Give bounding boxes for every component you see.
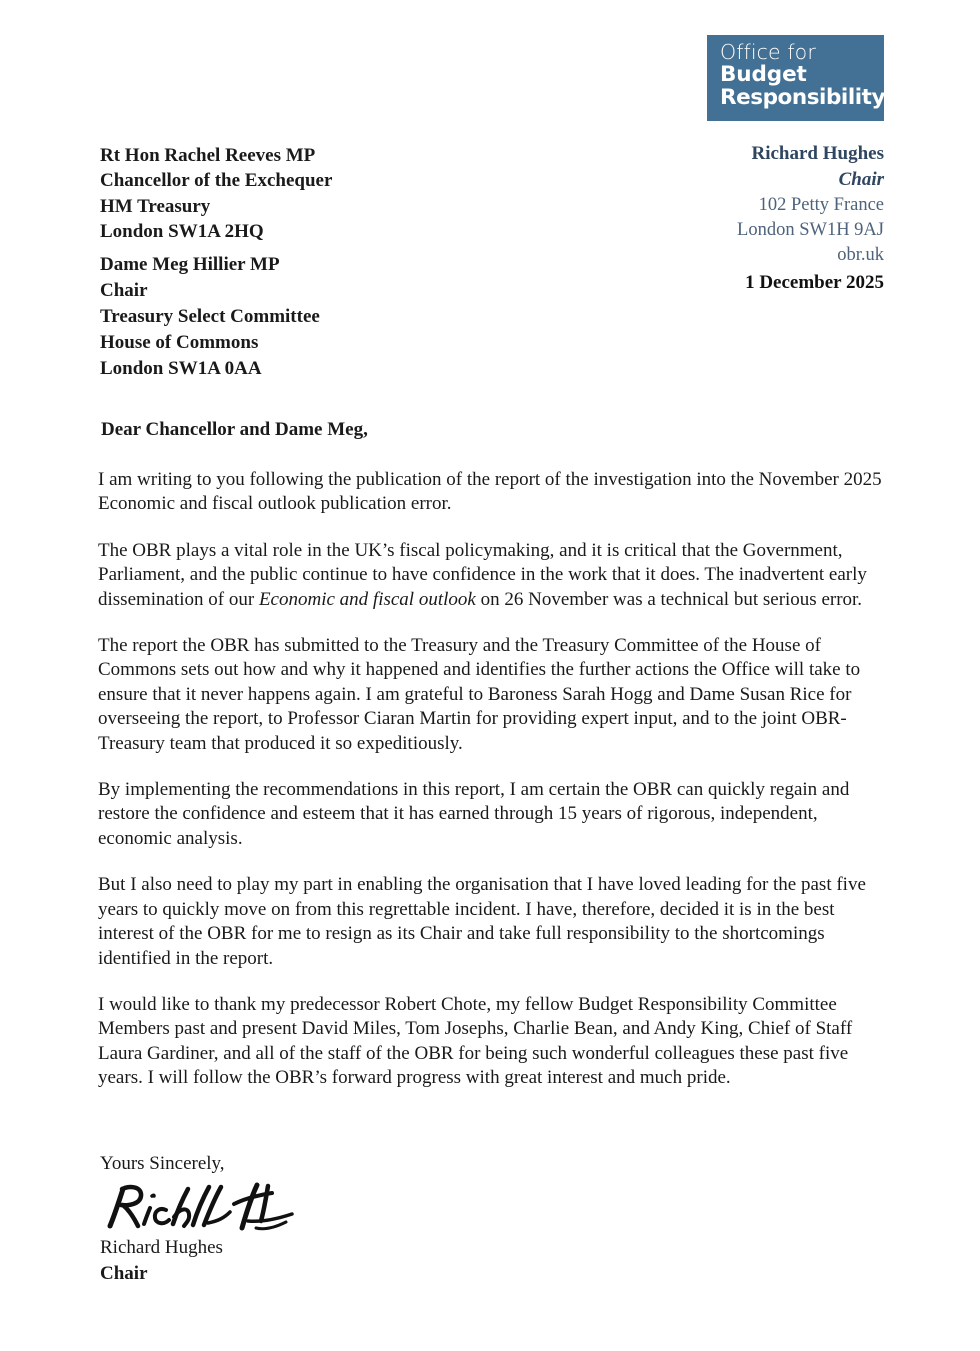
sender-block — [464, 141, 884, 268]
recipient-primary-line-4: London SW1A 2HQ — [100, 221, 264, 243]
sender-name: Richard Hughes — [751, 143, 884, 164]
signer-role: Chair — [100, 1263, 148, 1284]
logo-line-office-for: Office for — [720, 40, 816, 64]
recipient-secondary-line-1: Dame Meg Hillier MP — [100, 254, 280, 275]
salutation: Dear Chancellor and Dame Meg, — [101, 419, 368, 440]
signer-name: Richard Hughes — [100, 1237, 223, 1258]
sender-role: Chair — [838, 168, 884, 190]
letter-date: 1 December 2025 — [745, 272, 884, 293]
recipient-secondary-line-2: Chair — [100, 279, 148, 301]
body-paragraph-2-part-2: on 26 November was a technical but serious error. — [475, 588, 863, 610]
letter-body — [98, 468, 888, 1113]
body-paragraph-1: I am writing to you following the publication of the report of the investigation into the November 2025 Economic and fiscal outlook publication error. — [98, 469, 882, 515]
body-paragraph-2 — [98, 539, 888, 612]
sender-address-line-2: London SW1H 9AJ — [737, 219, 884, 240]
body-paragraph-3: The report the OBR has submitted to the Treasury and the Treasury Committee of the House of Commons sets out how and why it happened and identifies the further actions the Office will take to ensure that it never happens again. I am grateful to Baroness Sarah Hogg and Dame Susan Rice for overseeing the report, to Professor Ciaran Martin for providing expert input, and to the joint OBR-Treasury team that produced it so expeditiously. — [98, 635, 861, 754]
recipient-primary-line-1: Rt Hon Rachel Reeves MP — [100, 145, 316, 166]
recipient-primary-block — [100, 143, 332, 244]
recipient-secondary-line-3: Treasury Select Committee — [100, 305, 320, 327]
sender-website[interactable]: obr.uk — [837, 244, 884, 265]
recipient-secondary-line-4: House of Commons — [100, 331, 259, 353]
recipient-primary-line-2: Chancellor of the Exchequer — [100, 170, 333, 192]
recipient-primary-line-3: HM Treasury — [100, 195, 211, 217]
recipient-secondary-line-5: London SW1A 0AA — [100, 357, 262, 379]
body-paragraph-6: I would like to thank my predecessor Robert Chote, my fellow Budget Responsibility Committee Members past and present David Miles, Tom Josephs, Charlie Bean, and Andy King, Chief of Staff Laura Gardiner, and all of the staff of the OBR for being such wonderful colleagues these past five years. I will follow the OBR’s forward progress with great interest and much pride. — [98, 993, 853, 1089]
signature-image — [96, 1176, 296, 1238]
publication-title-italic: Economic and fiscal outlook — [258, 588, 476, 610]
logo-line-responsibility: Responsibility — [720, 84, 886, 110]
body-paragraph-5: But I also need to play my part in enabling the organisation that I have loved leading for the past five years to quickly move on from this regrettable incident. I have, therefore, decided it is in the best interest of the OBR for me to resign as its Chair and take full responsibility to the shortcomings identified in the report. — [98, 874, 866, 969]
closing-salutation: Yours Sincerely, — [100, 1153, 225, 1174]
recipient-secondary-block — [100, 252, 320, 382]
sender-address-line-1: 102 Petty France — [758, 194, 884, 215]
logo-line-budget: Budget — [720, 61, 807, 87]
body-paragraph-4: By implementing the recommendations in this report, I am certain the OBR can quickly regain and restore the confidence and esteem that it has earned through 15 years of rigorous, independent, economic analysis. — [98, 779, 850, 849]
body-paragraph-2-part-1: The OBR plays a vital role in the UK’s fiscal policymaking, and it is critical that the Government, Parliament, and the public continue to have confidence in the work that it does. The inadvertent early dissemination of our — [98, 539, 867, 610]
obr-logo — [707, 35, 884, 121]
